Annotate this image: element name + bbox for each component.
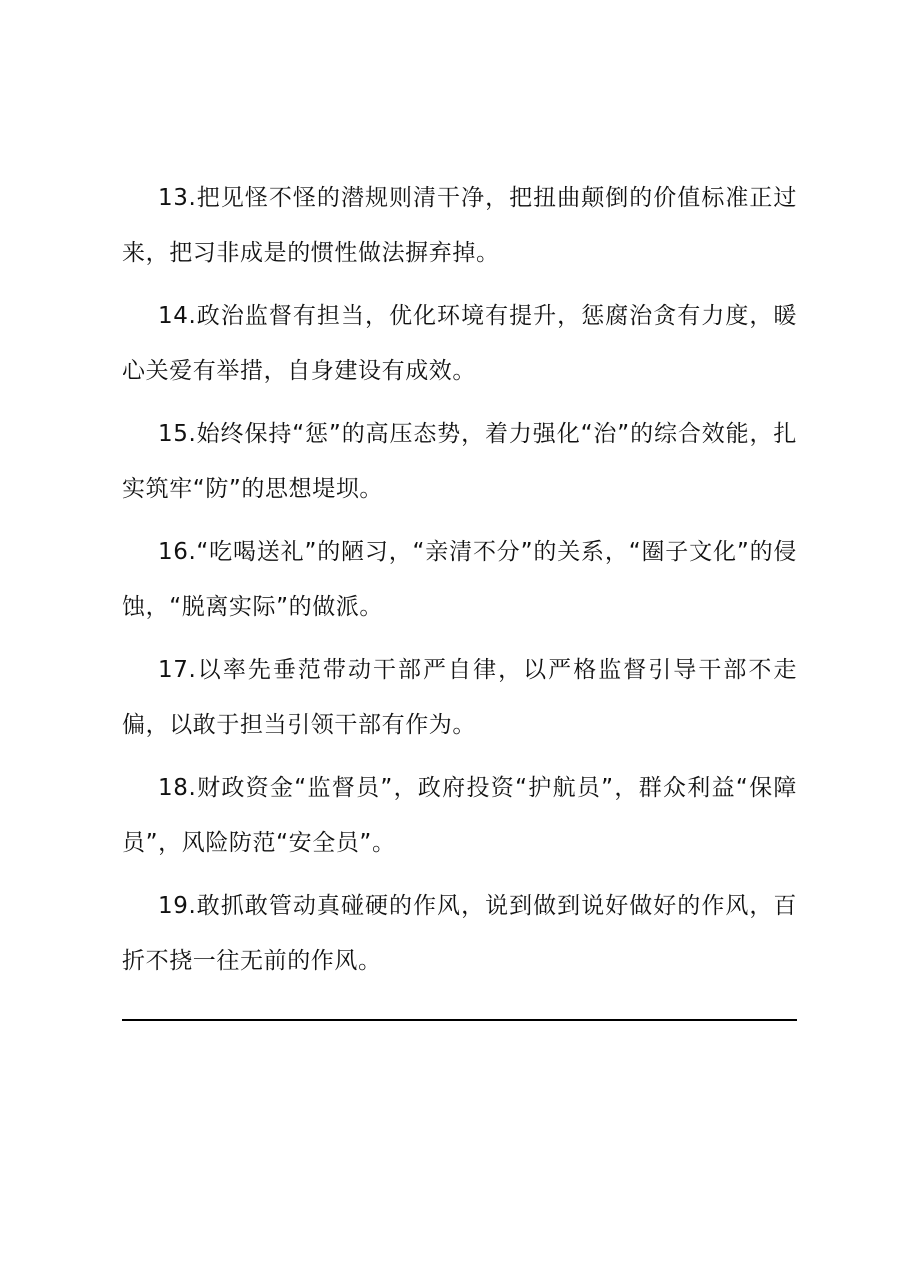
paragraph-18: 18.财政资金“监督员”，政府投资“护航员”，群众利益“保障员”，风险防范“安全员”。: [122, 775, 797, 856]
paragraph-15: 15.始终保持“惩”的高压态势，着力强化“治”的综合效能，扎实筑牢“防”的思想堤坝。: [122, 421, 797, 502]
document-body: [122, 171, 797, 997]
paragraph-13: 13.把见怪不怪的潜规则清干净，把扭曲颠倒的价值标准正过来，把习非成是的惯性做法摒弃掉。: [122, 185, 797, 266]
paragraph-17: 17.以率先垂范带动干部严自律，以严格监督引导干部不走偏，以敢于担当引领干部有作为。: [122, 657, 797, 738]
bottom-divider: [122, 1019, 797, 1021]
paragraph-16: 16.“吃喝送礼”的陋习，“亲清不分”的关系，“圈子文化”的侵蚀，“脱离实际”的做派。: [122, 539, 797, 620]
paragraph-19: 19.敢抓敢管动真碰硬的作风，说到做到说好做好的作风，百折不挠一往无前的作风。: [122, 893, 797, 974]
paragraph-14: 14.政治监督有担当，优化环境有提升，惩腐治贪有力度，暖心关爱有举措，自身建设有成效。: [122, 303, 797, 384]
